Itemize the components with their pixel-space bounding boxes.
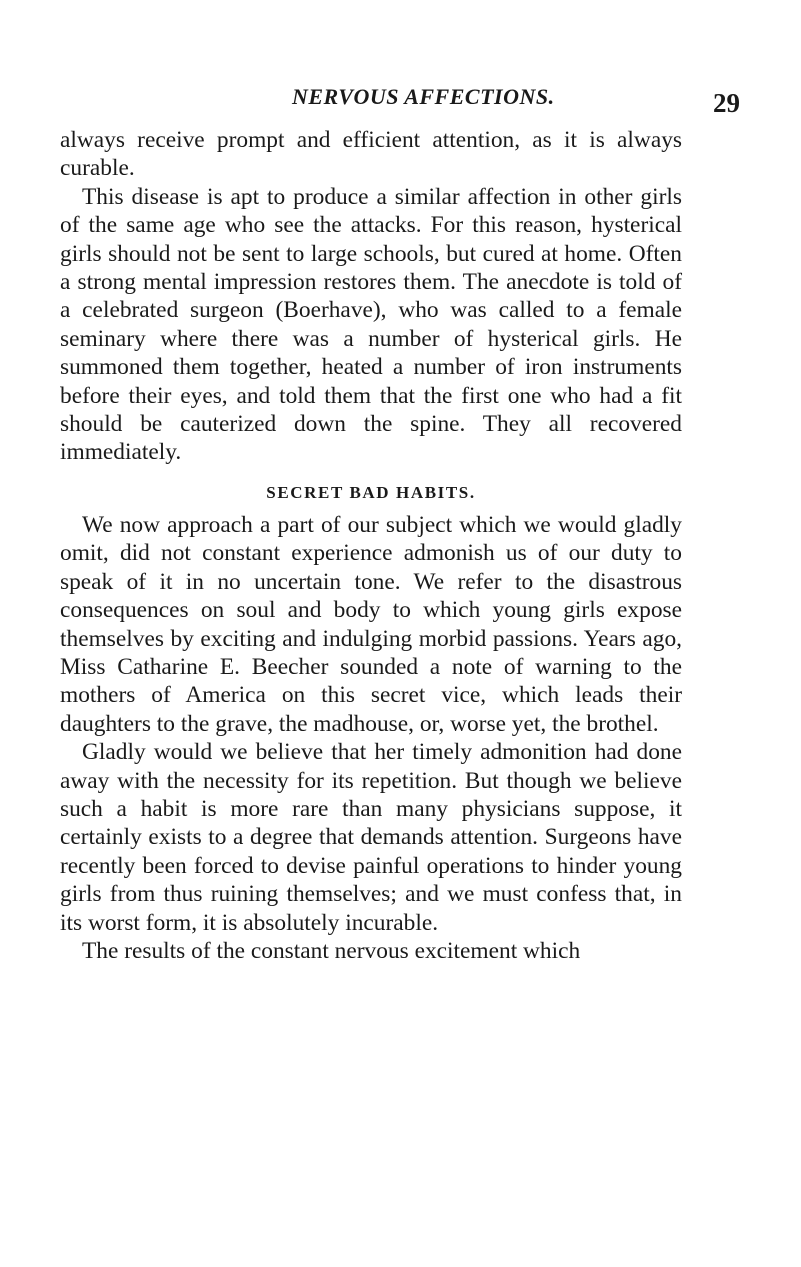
paragraph-admonition: Gladly would we believe that her timely admonition had done away with the necessity for its repetition. But though we believe such a habit is more rare than many physicians suppose, it certainly exists to a degree that demands attention. Surgeons have recently been forced to devise painful operations to hinder young girls from thus ruining themselves; and we must confess that, in its worst form, it is absolutely incurable. [60, 739, 682, 936]
paragraph-results: The results of the constant nervous excitement which [82, 937, 581, 964]
paragraph-continued: always receive prompt and efficient attention, as it is always curable. [60, 127, 682, 182]
running-head [60, 84, 740, 116]
section-heading: SECRET BAD HABITS. [266, 482, 476, 502]
page-number: 29 [713, 88, 740, 118]
paragraph-secret-habits-intro: We now approach a part of our subject which we would gladly omit, did not constant experience admonish us of our duty to speak of it in no uncertain tone. We refer to the disastrous consequences on soul and body to which young girls expose themselves by exciting and indulging morbid passions. Years ago, Miss Catharine E. Beecher sounded a note of warning to the mothers of America on this secret vice, which leads their daughters to the grave, the madhouse, or, worse yet, the brothel. [60, 511, 682, 737]
running-title: NERVOUS AFFECTIONS. [292, 84, 555, 109]
paragraph-hysteria-contagion: This disease is apt to produce a similar affection in other girls of the same age who see the attacks. For this reason, hysterical girls should not be sent to large schools, but cured at home. Often a strong mental impression restores them. The anecdote is told of a celebrated surgeon (Boerhave), who was called to a female seminary where there was a number of hysterical girls. He summoned them together, heated a number of iron instruments before their eyes, and told them that the first one who had a fit should be cauterized down the spine. They all recovered immediately. [60, 183, 682, 466]
body-text [60, 126, 682, 965]
